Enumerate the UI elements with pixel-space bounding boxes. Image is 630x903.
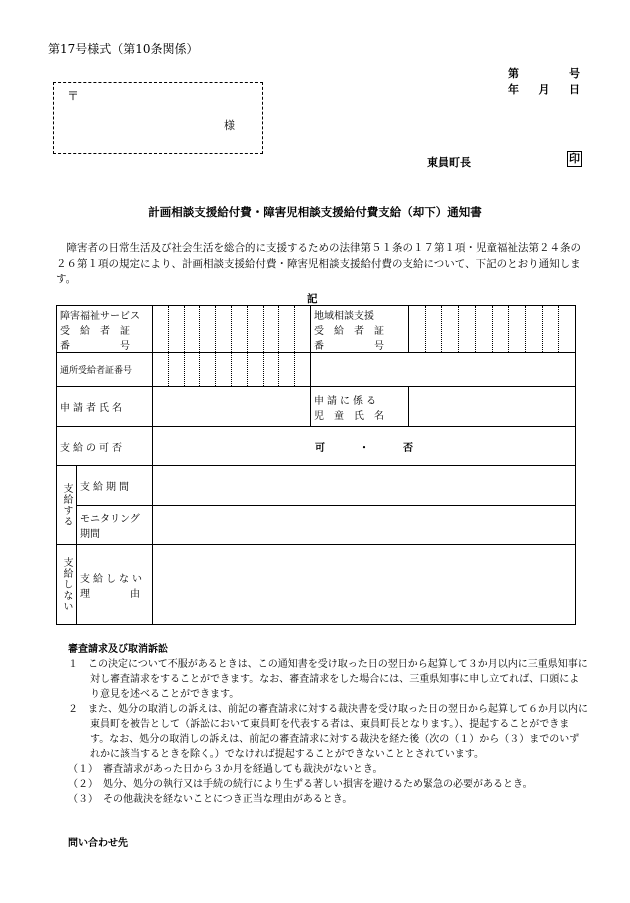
date-year: 年	[508, 83, 519, 96]
info-table	[56, 305, 576, 625]
label-line: 番 号	[60, 340, 130, 352]
vertical-label: 支給する	[61, 483, 72, 527]
issuer-name: 東員町長	[427, 156, 471, 169]
label-line: 支給期間	[80, 482, 132, 493]
shikyu-shinai-label	[57, 545, 77, 625]
notes-sub-2: （２） 処分、処分の執行又は手続の続行により生ずる著しい損害を避けるため緊急の必要があるとき。	[68, 779, 533, 790]
option-approve[interactable]: 可	[315, 442, 325, 454]
date-month: 月	[538, 83, 550, 96]
daycare-cert-number-cells[interactable]	[153, 353, 311, 387]
postal-mark: 〒	[67, 89, 80, 103]
table-row	[57, 427, 576, 466]
notes-heading: 審査請求及び取消訴訟	[68, 644, 168, 655]
community-cert-number-cells[interactable]	[409, 306, 576, 353]
intro-paragraph: 障害者の日常生活及び社会生活を総合的に支援するための法律第５１条の１７第１項・児童福祉法第２４条の２６第１項の規定により、計画相談支援給付費・障害児相談支援給付費の支給について、下記のとおり通知します。	[56, 242, 581, 285]
appeal-notes	[68, 642, 588, 807]
option-separator: ・	[359, 442, 369, 454]
reason-label	[77, 545, 153, 625]
form-number: 第17号様式（第10条関係）	[48, 42, 199, 56]
contact-label: 問い合わせ先	[68, 838, 128, 849]
service-cert-label	[57, 306, 153, 353]
option-deny[interactable]: 否	[403, 442, 413, 454]
child-name-label	[311, 387, 409, 427]
ki-marker: 記	[307, 293, 318, 305]
table-row	[57, 506, 576, 545]
number-dai: 第	[508, 67, 519, 80]
empty-cell	[311, 353, 576, 387]
table-row	[57, 466, 576, 506]
monitoring-period-field[interactable]	[153, 506, 576, 545]
approval-options	[153, 439, 575, 454]
child-name-field[interactable]	[409, 387, 576, 427]
table-row	[57, 387, 576, 427]
date-day: 日	[569, 83, 580, 96]
notes-sub-1: （１） 審査請求があった日から３か月を経過しても裁決がないとき。	[68, 764, 383, 775]
community-cert-label	[311, 306, 409, 353]
label-line: 障害福祉サービス	[60, 310, 140, 322]
payment-period-label	[77, 466, 153, 506]
approval-label	[57, 427, 153, 466]
document-title: 計画相談支援給付費・障害児相談支援給付費支給（却下）通知書	[148, 205, 482, 219]
daycare-cert-label	[57, 353, 153, 387]
notes-sub-3: （３） その他裁決を経ないことにつき正当な理由があるとき。	[68, 794, 353, 805]
label-line: 申請に係る	[314, 395, 379, 407]
service-cert-number-cells[interactable]	[153, 306, 311, 353]
label-line: モニタリング	[80, 514, 140, 525]
table-row	[57, 306, 576, 353]
approval-choice[interactable]	[153, 427, 576, 466]
applicant-name-label	[57, 387, 153, 427]
table-row	[57, 353, 576, 387]
label-line: 地域相談支援	[314, 310, 374, 322]
label-line: 受 給 者 証	[60, 325, 130, 337]
shikyu-suru-label	[57, 466, 77, 545]
recipient-honorific: 様	[224, 119, 235, 132]
date-line	[508, 81, 580, 97]
label-line: 児 童 氏 名	[314, 410, 384, 422]
number-go: 号	[569, 67, 580, 80]
reason-field[interactable]	[153, 545, 576, 625]
label-line: 受 給 者 証	[314, 325, 384, 337]
label-line: 期間	[80, 529, 100, 540]
notes-item-2: ２ また、処分の取消しの訴えは、前記の審査請求に対する裁決書を受け取った日の翌日から起算して６か月以内に東員町を被告として（訴訟において東員町を代表する者は、東員町長となります。）、提起することができます。なお、処分の取消しの訴えは、前記の審査請求に対する裁決を経た後（次の（１）から（３）までのいずれかに該当するときを除く。）でなければ提起することができないこととされています。	[68, 704, 588, 760]
notes-item-1: １ この決定について不服があるときは、この通知書を受け取った日の翌日から起算して３か月以内に三重県知事に対し審査請求をすることができます。なお、審査請求をした場合には、三重県知事に申し立てれば、口頭により意見を述べることができます。	[68, 659, 588, 700]
label-line: 支給の可否	[60, 442, 125, 454]
label-line: 申請者氏名	[60, 403, 125, 414]
label-line: 番 号	[314, 340, 384, 352]
payment-period-field[interactable]	[153, 466, 576, 506]
vertical-label: 支給しない	[61, 557, 72, 612]
document-number-line	[508, 65, 580, 81]
applicant-name-field[interactable]	[153, 387, 311, 427]
table-row	[57, 545, 576, 625]
label-line: 支給しない	[80, 573, 145, 585]
label-line: 通所受給者証番号	[60, 366, 133, 376]
seal-box: 印	[569, 152, 580, 165]
label-line: 理 由	[80, 588, 140, 600]
monitoring-label	[77, 506, 153, 545]
